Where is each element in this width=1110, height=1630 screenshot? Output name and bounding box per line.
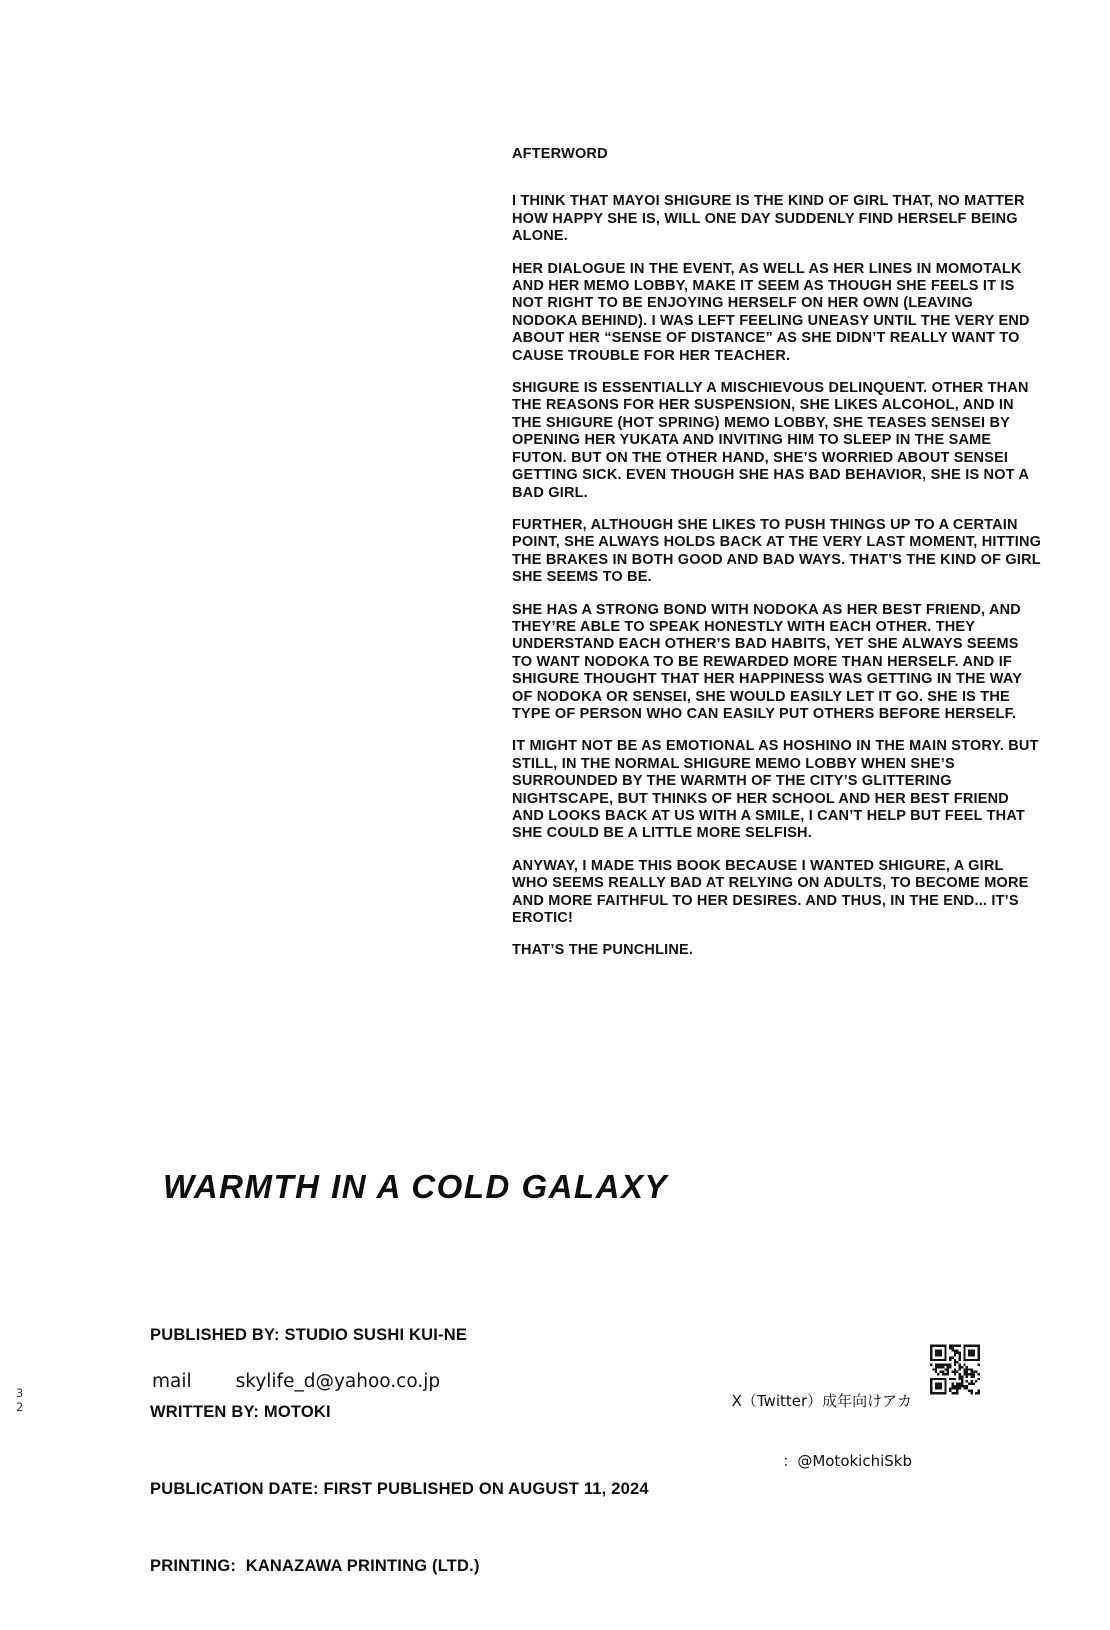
- mail-address: skylife_d@yahoo.co.jp: [235, 1371, 441, 1392]
- twitter-note: X（Twitter）成年向けアカ: [731, 1392, 912, 1410]
- twitter-handle: ：@MotokichiSkb: [782, 1452, 912, 1470]
- writer-line: WRITTEN BY: MOTOKI: [150, 1402, 331, 1421]
- mail-row: [152, 1371, 440, 1392]
- afterword-paragraph: HER DIALOGUE IN THE EVENT, AS WELL AS HER LINES IN MOMOTALK AND HER MEMO LOBBY, MAKE IT SEEM AS THOUGH SHE FEELS IT IS NOT RIGHT TO BE ENJOYING HERSELF ON HER OWN (LEAVING NODOKA BEHIND). I WAS LEFT FEELING UNEASY UNTIL THE VERY END ABOUT HER “SENSE OF DISTANCE” AS SHE DIDN’T REALLY WANT TO CAUSE TROUBLE FOR HER TEACHER.: [512, 260, 1030, 364]
- afterword-paragraph: SHE HAS A STRONG BOND WITH NODOKA AS HER BEST FRIEND, AND THEY’RE ABLE TO SPEAK HONESTLY WITH EACH OTHER. THEY UNDERSTAND EACH OTHER’S BAD HABITS, YET SHE ALWAYS SEEMS TO WANT NODOKA TO BE REWARDED MORE THAN HERSELF. AND IF SHIGURE THOUGHT THAT HER HAPPINESS WAS GETTING IN THE WAY OF NODOKA OR SENSEI, SHE WOULD EASILY LET IT GO. SHE IS THE TYPE OF PERSON WHO CAN EASILY PUT OTHERS BEFORE HERSELF.: [512, 601, 1022, 722]
- afterword-paragraph: ANYWAY, I MADE THIS BOOK BECAUSE I WANTED SHIGURE, A GIRL WHO SEEMS REALLY BAD AT RELYING ON ADULTS, TO BECOME MORE AND MORE FAITHFUL TO HER DESIRES. AND THUS, IN THE END... IT’S EROTIC!: [512, 857, 1029, 927]
- afterword-paragraph: I THINK THAT MAYOI SHIGURE IS THE KIND OF GIRL THAT, NO MATTER HOW HAPPY SHE IS, WILL ONE DAY SUDDENLY FIND HERSELF BEING ALONE.: [512, 193, 1025, 245]
- page-number-digit: 3: [16, 1386, 24, 1400]
- afterword-heading: AFTERWORD: [512, 146, 608, 162]
- afterword-paragraph: THAT’S THE PUNCHLINE.: [512, 942, 694, 959]
- qr-code-icon: [930, 1343, 980, 1396]
- publisher-line: PUBLISHED BY: STUDIO SUSHI KUI-NE: [150, 1326, 468, 1345]
- printing-line: PRINTING: KANAZAWA PRINTING (LTD.): [150, 1556, 480, 1575]
- page-number: [16, 1386, 23, 1414]
- afterword-paragraph: SHIGURE IS ESSENTIALLY A MISCHIEVOUS DELINQUENT. OTHER THAN THE REASONS FOR HER SUSPENSION, SHE LIKES ALCOHOL, AND IN THE SHIGURE (HOT SPRING) MEMO LOBBY, SHE TEASES SENSEI BY OPENING HER YUKATA AND INVITING HIM TO SLEEP IN THE SAME FUTON. BUT ON THE OTHER HAND, SHE’S WORRIED ABOUT SENSEI GETTING SICK. EVEN THOUGH SHE HAS BAD BEHAVIOR, SHE IS NOT A BAD GIRL.: [512, 380, 1029, 501]
- publication-date-line: PUBLICATION DATE: FIRST PUBLISHED ON AUGUST 11, 2024: [150, 1479, 649, 1498]
- afterword-paragraph: IT MIGHT NOT BE AS EMOTIONAL AS HOSHINO IN THE MAIN STORY. BUT STILL, IN THE NORMAL SHIGURE MEMO LOBBY WHEN SHE’S SURROUNDED BY THE WARMTH OF THE CITY’S GLITTERING NIGHTSCAPE, BUT THINKS OF HER SCHOOL AND HER BEST FRIEND AND LOOKS BACK AT US WITH A SMILE, I CAN’T HELP BUT FEEL THAT SHE COULD BE A LITTLE MORE SELFISH.: [512, 738, 1039, 842]
- afterword-section: [512, 146, 1042, 975]
- page-number-digit: 2: [16, 1400, 24, 1414]
- mail-label: mail: [152, 1371, 192, 1392]
- colophon-block: [150, 1272, 649, 1630]
- afterword-paragraph: FURTHER, ALTHOUGH SHE LIKES TO PUSH THINGS UP TO A CERTAIN POINT, SHE ALWAYS HOLDS BACK AT THE VERY LAST MOMENT, HITTING THE BRAKES IN BOTH GOOD AND BAD WAYS. THAT’S THE KIND OF GIRL SHE SEEMS TO BE.: [512, 516, 1042, 586]
- twitter-block: [732, 1351, 912, 1511]
- book-title: WARMTH IN A COLD GALAXY: [163, 1168, 669, 1205]
